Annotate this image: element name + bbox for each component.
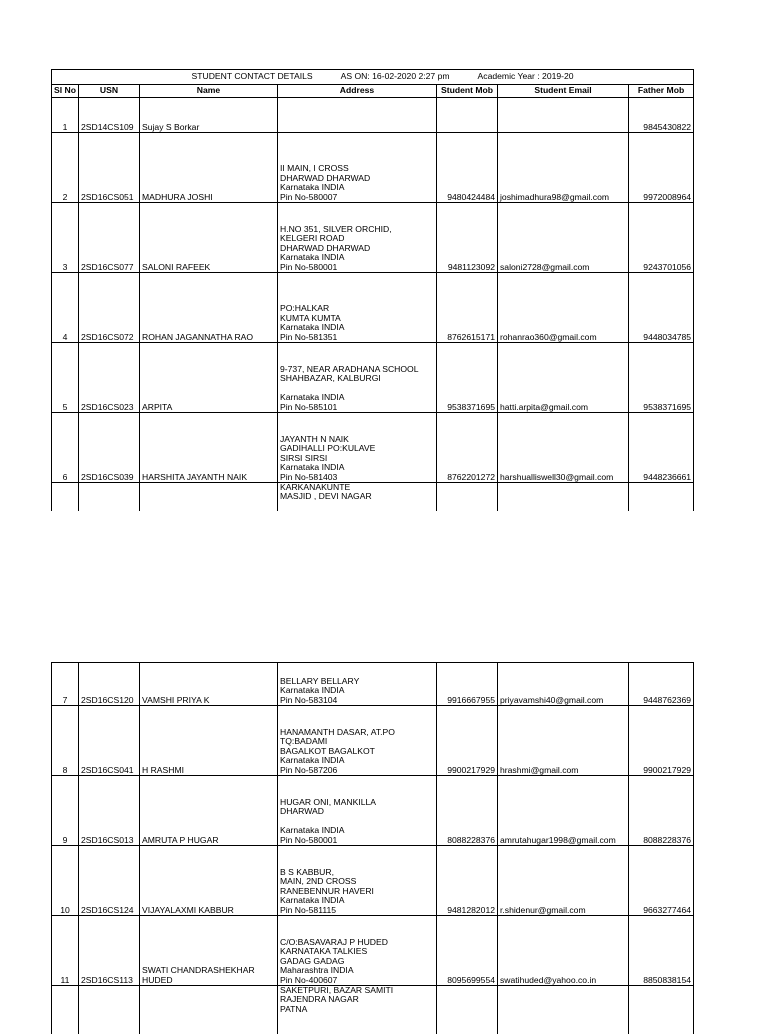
address-line: HUGAR ONI, MANKILLA bbox=[280, 796, 376, 807]
address-line: GADAG GADAG bbox=[280, 955, 345, 966]
address-line: B S KABBUR, bbox=[280, 866, 334, 877]
sl-no-cell: 7 bbox=[52, 663, 79, 706]
student-email-cell: joshimadhura98@gmail.com bbox=[498, 133, 629, 203]
address-line: BELLARY BELLARY bbox=[280, 675, 360, 686]
address-line: Karnataka INDIA bbox=[280, 252, 345, 263]
table-title-row bbox=[52, 70, 694, 85]
address-cell bbox=[278, 133, 437, 203]
name-cell: SALONI RAFEEK bbox=[140, 203, 278, 273]
address-cell bbox=[278, 776, 437, 846]
address-cell bbox=[278, 663, 437, 706]
father-mob-cell: 9663277464 bbox=[629, 846, 694, 916]
address-line: PATNA bbox=[280, 1003, 308, 1014]
address-line: Pin No-580007 bbox=[280, 191, 338, 202]
contact-table-page-1 bbox=[51, 69, 693, 511]
address-line: RAJENDRA NAGAR bbox=[280, 994, 359, 1005]
student-email-cell: harshualliswell30@gmail.com bbox=[498, 413, 629, 483]
sl-no-cell: 10 bbox=[52, 846, 79, 916]
address-line: Pin No-583104 bbox=[280, 694, 338, 705]
father-mob-cell: 9243701056 bbox=[629, 203, 694, 273]
table-row-partial bbox=[52, 986, 694, 1034]
table-row bbox=[52, 663, 694, 706]
address-cell bbox=[278, 273, 437, 343]
empty-cell bbox=[79, 483, 140, 511]
name-cell: H RASHMI bbox=[140, 706, 278, 776]
address-line: Pin No-587206 bbox=[280, 764, 338, 775]
student-email-cell: priyavamshi40@gmail.com bbox=[498, 663, 629, 706]
address-cell bbox=[278, 343, 437, 413]
empty-cell bbox=[629, 986, 694, 1034]
name-cell: Sujay S Borkar bbox=[140, 98, 278, 133]
address-line: PO:HALKAR bbox=[280, 303, 330, 314]
name-cell: MADHURA JOSHI bbox=[140, 133, 278, 203]
student-mob-cell bbox=[437, 98, 498, 133]
col-name: Name bbox=[140, 85, 278, 98]
col-student-email: Student Email bbox=[498, 85, 629, 98]
address-cell bbox=[278, 98, 437, 133]
col-address: Address bbox=[278, 85, 437, 98]
address-line: Karnataka INDIA bbox=[280, 392, 345, 403]
table-row bbox=[52, 916, 694, 986]
usn-cell: 2SD16CS072 bbox=[79, 273, 140, 343]
address-line: DHARWAD bbox=[280, 806, 324, 817]
address-line: Karnataka INDIA bbox=[280, 895, 345, 906]
empty-cell bbox=[498, 483, 629, 511]
student-mob-cell: 9481282012 bbox=[437, 846, 498, 916]
address-line: SIRSI SIRSI bbox=[280, 452, 328, 463]
name-cell: ROHAN JAGANNATHA RAO bbox=[140, 273, 278, 343]
student-mob-cell: 9900217929 bbox=[437, 706, 498, 776]
empty-cell bbox=[140, 483, 278, 511]
address-line: TQ:BADAMI bbox=[280, 736, 328, 747]
sl-no-cell: 5 bbox=[52, 343, 79, 413]
table-row-partial bbox=[52, 483, 694, 511]
usn-cell: 2SD16CS041 bbox=[79, 706, 140, 776]
address-line: Pin No-400607 bbox=[280, 974, 338, 985]
name-cell: ARPITA bbox=[140, 343, 278, 413]
usn-cell: 2SD16CS120 bbox=[79, 663, 140, 706]
sl-no-cell: 8 bbox=[52, 706, 79, 776]
address-line: Karnataka INDIA bbox=[280, 462, 345, 473]
student-mob-cell: 9481123092 bbox=[437, 203, 498, 273]
table-row bbox=[52, 273, 694, 343]
address-line: Pin No-581115 bbox=[280, 904, 337, 915]
table-row bbox=[52, 343, 694, 413]
address-line: GADIHALLI PO:KULAVE bbox=[280, 443, 376, 454]
father-mob-cell: 9448236661 bbox=[629, 413, 694, 483]
name-cell: HARSHITA JAYANTH NAIK bbox=[140, 413, 278, 483]
address-line: C/O:BASAVARAJ P HUDED bbox=[280, 936, 388, 947]
empty-cell bbox=[498, 986, 629, 1034]
table-row bbox=[52, 98, 694, 133]
usn-cell: 2SD14CS109 bbox=[79, 98, 140, 133]
student-email-cell: rohanrao360@gmail.com bbox=[498, 273, 629, 343]
col-sl-no: Sl No bbox=[52, 85, 79, 98]
report-title: STUDENT CONTACT DETAILS bbox=[191, 71, 313, 82]
address-line: Karnataka INDIA bbox=[280, 322, 345, 333]
student-email-cell: r.shidenur@gmail.com bbox=[498, 846, 629, 916]
student-mob-cell: 9538371695 bbox=[437, 343, 498, 413]
empty-cell bbox=[437, 483, 498, 511]
table-body bbox=[52, 98, 694, 511]
address-line: MASJID , DEVI NAGAR bbox=[280, 491, 372, 502]
address-line: MAIN, 2ND CROSS bbox=[280, 876, 357, 887]
student-mob-cell: 9916667955 bbox=[437, 663, 498, 706]
address-line: KUMTA KUMTA bbox=[280, 312, 341, 323]
address-line: RANEBENNUR HAVERI bbox=[280, 885, 374, 896]
student-email-cell: hrashmi@gmail.com bbox=[498, 706, 629, 776]
address-line: H.NO 351, SILVER ORCHID, bbox=[280, 223, 392, 234]
usn-cell: 2SD16CS039 bbox=[79, 413, 140, 483]
empty-cell bbox=[140, 986, 278, 1034]
usn-cell: 2SD16CS013 bbox=[79, 776, 140, 846]
address-line: Pin No-581351 bbox=[280, 331, 338, 342]
father-mob-cell: 9448034785 bbox=[629, 273, 694, 343]
col-student-mob: Student Mob bbox=[437, 85, 498, 98]
table-row bbox=[52, 776, 694, 846]
empty-cell bbox=[629, 483, 694, 511]
usn-cell: 2SD16CS113 bbox=[79, 916, 140, 986]
table-row bbox=[52, 706, 694, 776]
empty-cell bbox=[52, 483, 79, 511]
student-mob-cell: 8095699554 bbox=[437, 916, 498, 986]
usn-cell: 2SD16CS124 bbox=[79, 846, 140, 916]
usn-cell: 2SD16CS077 bbox=[79, 203, 140, 273]
address-line: SAKETPURI, BAZAR SAMITI bbox=[280, 985, 394, 995]
student-mob-cell: 8762201272 bbox=[437, 413, 498, 483]
sl-no-cell: 2 bbox=[52, 133, 79, 203]
address-line: Maharashtra INDIA bbox=[280, 965, 354, 976]
contact-table-continued bbox=[51, 662, 694, 1034]
address-cell bbox=[278, 203, 437, 273]
academic-year: Academic Year : 2019-20 bbox=[477, 71, 574, 82]
table-row bbox=[52, 846, 694, 916]
address-line: II MAIN, I CROSS bbox=[280, 163, 349, 174]
address-line: Pin No-580001 bbox=[280, 834, 338, 845]
address-cell bbox=[278, 706, 437, 776]
student-mob-cell: 8088228376 bbox=[437, 776, 498, 846]
contact-table bbox=[51, 69, 694, 511]
name-cell: VAMSHI PRIYA K bbox=[140, 663, 278, 706]
address-cell bbox=[278, 483, 437, 511]
as-on-date: AS ON: 16-02-2020 2:27 pm bbox=[340, 71, 450, 82]
address-line: BAGALKOT BAGALKOT bbox=[280, 745, 375, 756]
table-row bbox=[52, 413, 694, 483]
empty-cell bbox=[79, 986, 140, 1034]
name-cell: AMRUTA P HUGAR bbox=[140, 776, 278, 846]
address-cell bbox=[278, 986, 437, 1034]
address-line: DHARWAD DHARWAD bbox=[280, 242, 371, 253]
address-line: Karnataka INDIA bbox=[280, 825, 345, 836]
student-email-cell: saloni2728@gmail.com bbox=[498, 203, 629, 273]
address-line: Pin No-585101 bbox=[280, 401, 338, 412]
sl-no-cell: 3 bbox=[52, 203, 79, 273]
col-father-mob: Father Mob bbox=[629, 85, 694, 98]
address-line: Karnataka INDIA bbox=[280, 755, 345, 766]
col-usn: USN bbox=[79, 85, 140, 98]
table-row bbox=[52, 133, 694, 203]
table-body bbox=[52, 663, 694, 1034]
father-mob-cell: 8088228376 bbox=[629, 776, 694, 846]
name-cell: SWATI CHANDRASHEKHAR HUDED bbox=[140, 916, 278, 986]
student-email-cell: amrutahugar1998@gmail.com bbox=[498, 776, 629, 846]
father-mob-cell: 8850838154 bbox=[629, 916, 694, 986]
address-line: KARKANAKUNTE bbox=[280, 482, 351, 492]
sl-no-cell: 11 bbox=[52, 916, 79, 986]
address-line: KELGERI ROAD bbox=[280, 233, 345, 244]
address-line: DHARWAD DHARWAD bbox=[280, 172, 371, 183]
empty-cell bbox=[52, 986, 79, 1034]
father-mob-cell: 9972008964 bbox=[629, 133, 694, 203]
student-email-cell: swatihuded@yahoo.co.in bbox=[498, 916, 629, 986]
father-mob-cell: 9900217929 bbox=[629, 706, 694, 776]
address-line: KARNATAKA TALKIES bbox=[280, 946, 368, 957]
sl-no-cell: 9 bbox=[52, 776, 79, 846]
address-line: JAYANTH N NAIK bbox=[280, 433, 349, 444]
address-line: Karnataka INDIA bbox=[280, 685, 345, 696]
address-line: 9-737, NEAR ARADHANA SCHOOL bbox=[280, 363, 419, 374]
address-line: Pin No-580001 bbox=[280, 261, 338, 272]
sl-no-cell: 4 bbox=[52, 273, 79, 343]
empty-cell bbox=[437, 986, 498, 1034]
address-cell bbox=[278, 916, 437, 986]
address-line: HANAMANTH DASAR, AT.PO bbox=[280, 726, 395, 737]
column-header-row bbox=[52, 85, 694, 98]
student-mob-cell: 9480424484 bbox=[437, 133, 498, 203]
student-mob-cell: 8762615171 bbox=[437, 273, 498, 343]
student-email-cell: hatti.arpita@gmail.com bbox=[498, 343, 629, 413]
address-line: Pin No-581403 bbox=[280, 471, 338, 482]
father-mob-cell: 9538371695 bbox=[629, 343, 694, 413]
sl-no-cell: 1 bbox=[52, 98, 79, 133]
father-mob-cell: 9845430822 bbox=[629, 98, 694, 133]
name-cell: VIJAYALAXMI KABBUR bbox=[140, 846, 278, 916]
usn-cell: 2SD16CS023 bbox=[79, 343, 140, 413]
usn-cell: 2SD16CS051 bbox=[79, 133, 140, 203]
address-cell bbox=[278, 413, 437, 483]
sl-no-cell: 6 bbox=[52, 413, 79, 483]
address-line: SHAHBAZAR, KALBURGI bbox=[280, 373, 381, 384]
student-email-cell bbox=[498, 98, 629, 133]
address-line: Karnataka INDIA bbox=[280, 182, 345, 193]
contact-table-page-2 bbox=[51, 662, 693, 1034]
table-row bbox=[52, 203, 694, 273]
father-mob-cell: 9448762369 bbox=[629, 663, 694, 706]
address-cell bbox=[278, 846, 437, 916]
